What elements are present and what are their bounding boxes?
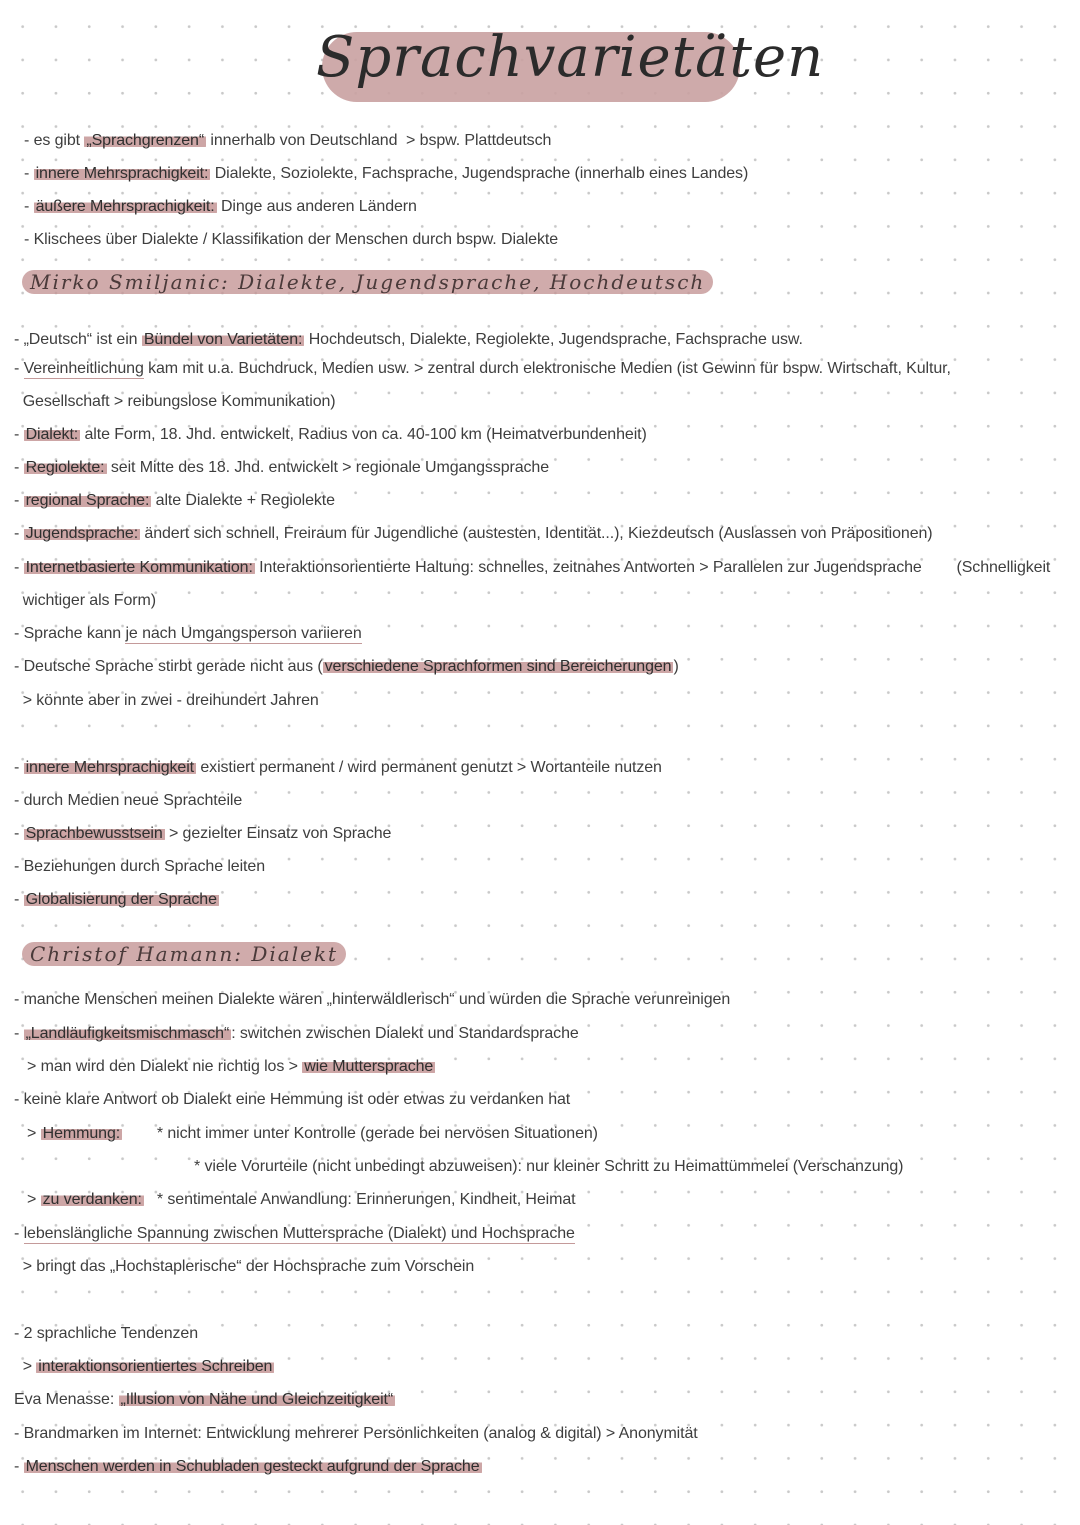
highlighted-term: Bündel von Varietäten: [143, 331, 303, 348]
section3-line [194, 1156, 903, 1178]
intro-line [24, 229, 558, 251]
line-text: * sentimentale Anwandlung: Erinnerungen, Kindheit, Heimat [143, 1191, 576, 1208]
section4-line [14, 1389, 395, 1411]
line-text: ändert sich schnell, Freiraum für Jugendliche (austesten, Identität...), Kiezdeutsch (Auslassen von Präpositionen) [140, 525, 933, 542]
highlighted-term: interaktionsorientiertes Schreiben [38, 1358, 273, 1375]
section3-line [14, 1256, 474, 1278]
section1-line [14, 656, 679, 678]
line-text: seit Mitte des 18. Jhd. entwickelt > regionale Umgangssprache [106, 459, 550, 476]
line-text: - [14, 492, 24, 509]
highlighted-term: Regiolekte: [25, 459, 105, 476]
line-text: - [14, 759, 24, 776]
section2-line [14, 823, 391, 845]
highlighted-term: Dialekt: [25, 426, 79, 443]
section1-line [14, 690, 319, 712]
highlighted-term: „Landläufigkeitsmischmasch“ [25, 1025, 230, 1042]
section1-line [14, 391, 336, 413]
highlighted-term: „Sprachgrenzen“ [86, 132, 205, 149]
highlighted-term: Hemmung: [42, 1125, 121, 1142]
line-text: > gezielter Einsatz von Sprache [164, 825, 392, 842]
section4-line [14, 1356, 274, 1378]
line-text: alte Dialekte + Regiolekte [151, 492, 335, 509]
line-text: - „Deutsch“ ist ein [14, 331, 142, 348]
highlighted-term: regional Sprache: [25, 492, 150, 509]
line-text: - durch Medien neue Sprachteile [14, 792, 243, 809]
section3-line [14, 989, 730, 1011]
line-text: - [14, 525, 24, 542]
line-text: > [14, 1358, 37, 1375]
intro-line [24, 163, 748, 185]
section3-line [14, 1056, 435, 1078]
heading-christof-hamann: Christof Hamann: Dialekt [22, 940, 346, 968]
line-text: - [24, 198, 34, 215]
section1-line [14, 424, 647, 446]
heading-mirko-smiljanic: Mirko Smiljanic: Dialekte, Jugendsprache, Hochdeutsch [22, 268, 713, 296]
line-text: alte Form, 18. Jhd. entwickelt, Radius von ca. 40-100 km (Heimatverbundenheit) [80, 426, 647, 443]
section2-line [14, 790, 242, 812]
underlined-term: Vereinheitlichung [23, 360, 144, 377]
line-text: - [14, 559, 24, 576]
intro-line [24, 196, 417, 218]
section3-line [14, 1123, 598, 1145]
highlighted-term: innere Mehrsprachigkeit [25, 759, 195, 776]
section1-line [14, 557, 1050, 579]
section3-line [14, 1089, 570, 1111]
line-text: > [14, 1125, 41, 1142]
highlighted-term: innere Mehrsprachigkeit: [35, 165, 209, 182]
section1-line [14, 623, 362, 645]
line-text: ) [673, 658, 679, 675]
section1-line [14, 358, 951, 380]
section1-line [14, 490, 335, 512]
line-text: Hochdeutsch, Dialekte, Regiolekte, Jugendsprache, Fachsprache usw. [304, 331, 803, 348]
line-text: innerhalb von Deutschland > bspw. Plattdeutsch [206, 132, 552, 149]
section3-line [14, 1023, 579, 1045]
section4-line [14, 1323, 198, 1345]
highlighted-term: Sprachbewusstsein [25, 825, 163, 842]
line-text: - keine klare Antwort ob Dialekt eine Hemmung ist oder etwas zu verdanken hat [14, 1091, 571, 1108]
line-text: > [14, 1191, 41, 1208]
line-text: > man wird den Dialekt nie richtig los > [14, 1058, 303, 1075]
page-title: Sprachvarietäten [316, 25, 825, 90]
section2-line [14, 889, 219, 911]
line-text: - [14, 1225, 24, 1242]
line-text: Gesellschaft > reibungslose Kommunikation) [14, 393, 336, 410]
highlighted-term: äußere Mehrsprachigkeit: [35, 198, 215, 215]
line-text: Interaktionsorientierte Haltung: schnelles, zeitnahes Antworten > Parallelen zur Jugendsprache (Schnelligkeit [254, 559, 1051, 576]
highlighted-term: wie Muttersprache [304, 1058, 434, 1075]
line-text: Dinge aus anderen Ländern [216, 198, 417, 215]
line-text: - [14, 426, 24, 443]
section1-line [14, 590, 156, 612]
section4-line [14, 1423, 698, 1445]
line-text: > bringt das „Hochstaplerische“ der Hochsprache zum Vorschein [14, 1258, 475, 1275]
section3-line [14, 1189, 575, 1211]
line-text: : switchen zwischen Dialekt und Standardsprache [231, 1025, 579, 1042]
line-text: - [14, 1458, 24, 1475]
page-title-banner [316, 10, 825, 120]
line-text: - Klischees über Dialekte / Klassifikation der Menschen durch bspw. Dialekte [24, 231, 558, 248]
line-text: - [14, 360, 24, 377]
line-text: - Brandmarken im Internet: Entwicklung mehrerer Persönlichkeiten (analog & digital) > Anonymität [14, 1425, 698, 1442]
underlined-term: lebenslängliche Spannung zwischen Muttersprache (Dialekt) und Hochsprache [23, 1225, 575, 1242]
line-text: - es gibt [24, 132, 85, 149]
line-text: - Deutsche Sprache stirbt gerade nicht aus ( [14, 658, 323, 675]
line-text: - Beziehungen durch Sprache leiten [14, 858, 265, 875]
highlighted-term: zu verdanken: [42, 1191, 142, 1208]
line-text: * viele Vorurteile (nicht unbedingt abzuweisen): nur kleiner Schritt zu Heimattümmelei (Verschanzung) [194, 1158, 904, 1175]
line-text: - [14, 825, 24, 842]
line-text: - Sprache kann [14, 625, 126, 642]
line-text: - [14, 1025, 24, 1042]
line-text: - [24, 165, 34, 182]
underlined-term: je nach Umgangsperson variieren [125, 625, 362, 642]
highlighted-term: Menschen werden in Schubladen gesteckt aufgrund der Sprache [25, 1458, 480, 1475]
line-text: Eva Menasse: [14, 1391, 119, 1408]
highlighted-term: Jugendsprache: [25, 525, 139, 542]
line-text: existiert permanent / wird permanent genutzt > Wortanteile nutzen [196, 759, 662, 776]
line-text: Dialekte, Soziolekte, Fachsprache, Jugendsprache (innerhalb eines Landes) [210, 165, 749, 182]
line-text: wichtiger als Form) [14, 592, 156, 609]
section1-line [14, 523, 933, 545]
line-text: - [14, 891, 24, 908]
highlighted-term: Internetbasierte Kommunikation: [25, 559, 253, 576]
section2-line [14, 757, 662, 779]
line-text: - 2 sprachliche Tendenzen [14, 1325, 198, 1342]
section1-line [14, 457, 549, 479]
intro-line [24, 130, 551, 152]
line-text: kam mit u.a. Buchdruck, Medien usw. > zentral durch elektronische Medien (ist Gewinn für bspw. Wirtschaft, Kultur, [143, 360, 951, 377]
highlighted-term: „Illusion von Nähe und Gleichzeitigkeit“ [120, 1391, 394, 1408]
section4-line [14, 1456, 482, 1478]
highlighted-term: Globalisierung der Sprache [25, 891, 217, 908]
line-text: - [14, 459, 24, 476]
section3-line [14, 1223, 575, 1245]
line-text: > könnte aber in zwei - dreihundert Jahren [14, 692, 319, 709]
section2-line [14, 856, 265, 878]
line-text: * nicht immer unter Kontrolle (gerade bei nervösen Situationen) [122, 1125, 598, 1142]
section1-line [14, 329, 803, 351]
highlighted-term: verschiedene Sprachformen sind Bereicherungen [324, 658, 672, 675]
line-text: - manche Menschen meinen Dialekte wären „hinterwäldlerisch“ und würden die Sprache verunreinigen [14, 991, 731, 1008]
